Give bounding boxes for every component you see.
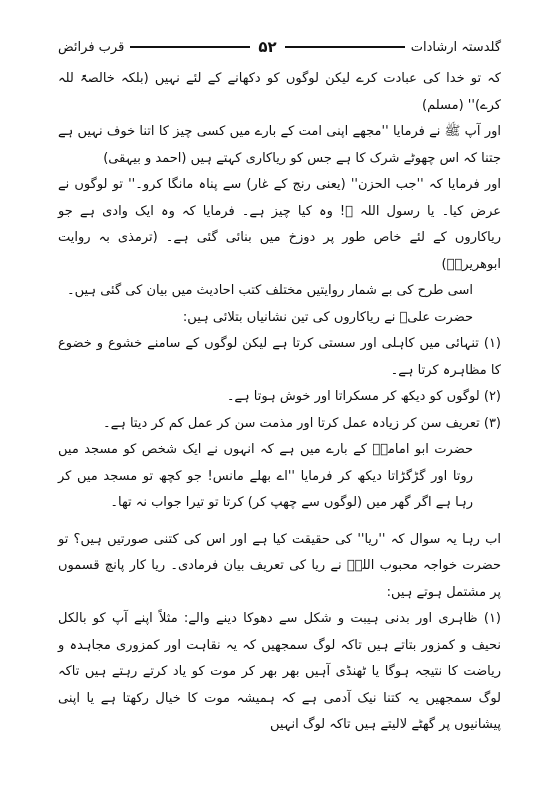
header-rule-left [130, 46, 250, 48]
page-body [58, 66, 501, 765]
header-rule-right [285, 46, 405, 48]
paragraph-hazrat-ali: حضرت علیؓ نے ریاکاروں کی تین نشانیاں بتلائی ہیں: [182, 309, 473, 325]
book-title: گلدستہ ارشادات [410, 39, 502, 55]
list-item-riya-type-1: (۱) ظاہری اور بدنی ہیبت و شکل سے دھوکا دینے والے: مثلاً اپنے آپ کو بالکل نحیف و کمزور بتاتے ہیں تاکہ لوگ سمجھیں کہ یہ نقاہت اور کمزوری مجاہدہ و ریاضت کا نتیجہ ہوگا یا ٹھنڈی آہیں بھر بھر کر موت کو یاد کرتے رہتے ہیں تاکہ لوگ سمجھیں یہ کتنا نیک آدمی ہے کہ ہمیشہ موت کا خیال رکھتا ہے یا اپنی پیشانیوں پر گھٹے لالیتے ہیں تاکہ لوگ انہیں [58, 611, 501, 732]
page-header [58, 36, 501, 58]
list-item-sign-2: (۲) لوگوں کو دیکھ کر مسکراتا اور خوش ہوتا ہے۔ [226, 389, 501, 404]
page-number: ۵۲ [258, 38, 277, 56]
paragraph-abu-umama: حضرت ابو امامہؓ کے بارے میں ہے کہ انہوں نے ایک شخص کو مسجد میں روتا اور گڑگڑاتا دیکھ کر فرمایا ''اے بھلے مانس! جو کچھ تو مسجد میں کر رہا ہے اگر گھر میں (لوگوں سے چھپ کر) کرتا تو تیرا جواب نہ تھا۔ [58, 442, 473, 510]
list-item-sign-1: (۱) تنہائی میں کاہلی اور سستی کرتا ہے لیکن لوگوں کے سامنے خشوع و خضوع کا مظاہرہ کرتا ہے۔ [58, 336, 501, 378]
chapter-title: قرب فرائض [58, 39, 125, 55]
paragraph-hadith-shirk: اور آپ ﷺ نے فرمایا ''مجھے اپنی امت کے بارے میں کسی چیز کا اتنا خوف نہیں ہے جتنا کہ اس چھوٹے شرک کا ہے جس کو ریاکاری کہتے ہیں (احمد و بیہقی) [58, 124, 501, 166]
paragraph-jubb-al-huzn: اور فرمایا کہ ''جب الحزن'' (یعنی رنج کے غار) سے پناہ مانگا کرو۔'' تو لوگوں نے عرض کیا۔ یا رسول اللہ ﷺ! وہ کیا چیز ہے۔ فرمایا کہ وہ ایک وادی ہے جو ریاکاروں کے لئے خاص طور پر دوزخ میں بنائی گئی ہے۔ (ترمذی بہ روایت ابوھریرہؓ) [58, 177, 501, 272]
paragraph-riwayat: اسی طرح کی بے شمار روایتیں مختلف کتب احادیث میں بیان کی گئی ہیں۔ [67, 283, 473, 298]
list-item-sign-3: (۳) تعریف سن کر زیادہ عمل کرتا اور مذمت سن کر عمل کم کر دیتا ہے۔ [102, 415, 501, 431]
paragraph-riya-question: اب رہا یہ سوال کہ ''ریا'' کی حقیقت کیا ہے اور اس کی کتنی صورتیں ہیں؟ تو حضرت خواجہ محبوب اللہؒ نے ریا کی تعریف بیان فرمادی۔ ریا کار پانچ قسموں پر مشتمل ہوتے ہیں: [58, 531, 501, 600]
paragraph-hadith-muslim: کہ تو خدا کی عبادت کرے لیکن لوگوں کو دکھانے کے لئے نہیں (بلکہ خالصۃً للہ کرے)'' (مسلم) [58, 71, 501, 113]
